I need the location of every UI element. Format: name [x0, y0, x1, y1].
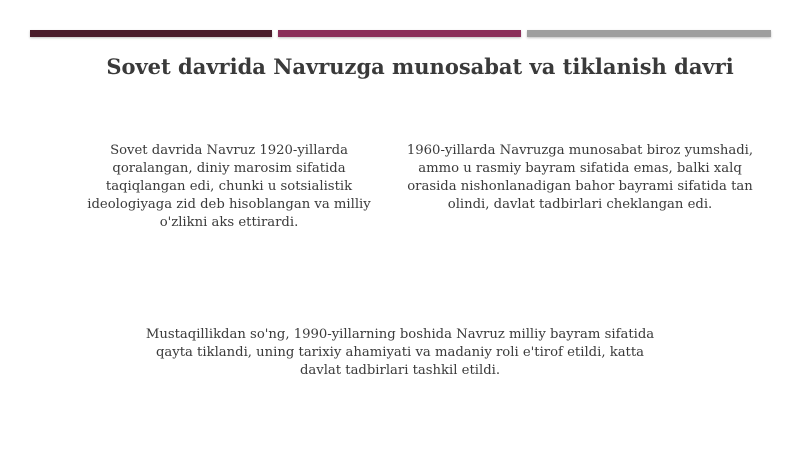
slide-title: Sovet davrida Navruzga munosabat va tiklanish davri [106, 54, 734, 79]
paragraph-independence: Mustaqillikdan so'ng, 1990-yillarning boshida Navruz milliy bayram sifatida qayta tiklandi, uning tarixiy ahamiyati va madaniy roli e'tirof etildi, katta davlat tadbirlari tashkil etildi. [145, 327, 655, 378]
paragraph-soviet-period: Sovet davrida Navruz 1920-yillarda qoralangan, diniy marosim sifatida taqiqlangan edi, chunki u sotsialistik ideologiyaga zid deb hisoblangan va milliy o'zlikni aks ettirardi. [87, 143, 371, 230]
accent-bar-dark-maroon [30, 30, 272, 37]
accent-bar-magenta [278, 30, 521, 37]
decorative-top-bars [30, 30, 771, 37]
accent-bar-gray [527, 30, 771, 37]
paragraph-1960s: 1960-yillarda Navruzga munosabat biroz yumshadi, ammo u rasmiy bayram sifatida emas, balki xalq orasida nishonlanadigan bahor bayrami sifatida tan olindi, davlat tadbirlari cheklangan edi. [406, 143, 754, 212]
